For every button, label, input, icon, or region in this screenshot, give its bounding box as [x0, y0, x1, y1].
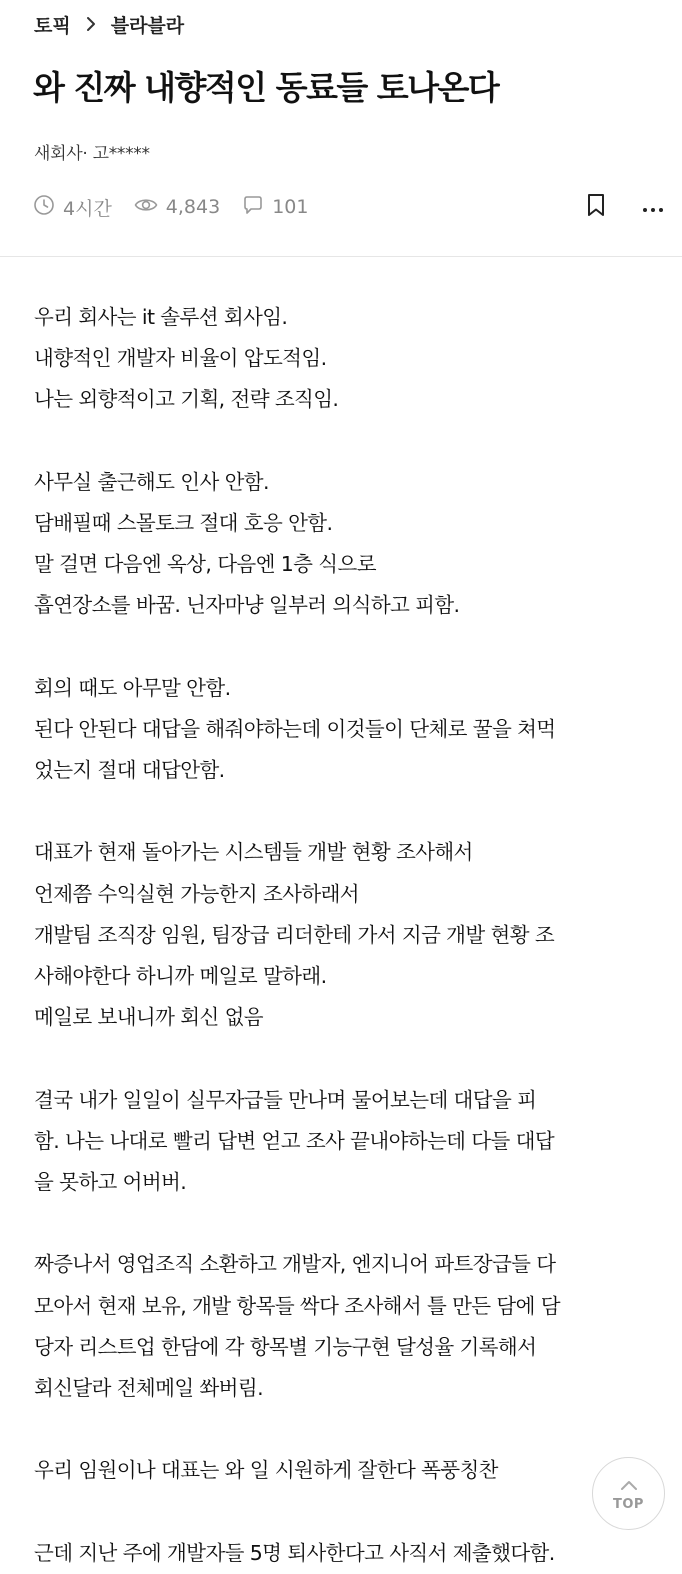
post-time [33, 194, 112, 221]
post-body-line: 사무실 출근해도 인사 안함. [34, 469, 269, 494]
post-body-blank-line [34, 791, 674, 832]
bookmark-button[interactable] [583, 193, 609, 221]
post-body-line: 모아서 현재 보유, 개발 항목들 싹다 조사해서 틀 만든 담에 담 [34, 1293, 560, 1318]
post-body-line: 대표가 현재 돌아가는 시스템들 개발 현황 조사해서 [34, 840, 473, 865]
post-body [34, 297, 674, 1574]
scroll-top-label: TOP [613, 1496, 644, 1512]
post-comments[interactable] [242, 194, 308, 221]
post-body-line: 당자 리스트업 한담에 각 항목별 기능구현 달성율 기록해서 [34, 1334, 537, 1359]
clock-icon [33, 194, 63, 221]
post-body-line: 내향적인 개발자 비율이 압도적임. [34, 346, 327, 371]
more-icon [642, 198, 664, 217]
post-body-line: 사해야한다 하니까 메일로 말하래. [34, 964, 327, 988]
post-title: 와 진짜 내향적인 동료들 토나온다 [33, 68, 499, 107]
post-body-line: 흡연장소를 바꿈. 닌자마냥 일부러 의식하고 피함. [34, 593, 460, 618]
post-body-line: 담배필때 스몰토크 절대 호응 안함. [34, 510, 333, 535]
post-body-line: 우리 회사는 it 솔루션 회사임. [34, 305, 288, 329]
post-body-line: 회신달라 전체메일 쏴버림. [34, 1375, 263, 1400]
comment-icon [242, 194, 272, 221]
post-body-line: 함. 나는 나대로 빨리 답변 얻고 조사 끝내야하는데 다들 대답 [34, 1128, 555, 1153]
post-body-line: 을 못하고 어버버. [34, 1169, 187, 1194]
eye-icon [134, 194, 166, 221]
post-meta [33, 192, 330, 222]
post-body-line: 개발팀 조직장 임원, 팀장급 리더한테 가서 지금 개발 현황 조 [34, 922, 555, 947]
post-body-line: 회의 때도 아무말 안함. [34, 675, 231, 700]
chevron-up-icon [619, 1476, 639, 1495]
bookmark-icon [586, 193, 606, 221]
breadcrumb [34, 9, 184, 39]
post-author: 새회사· 고***** [34, 144, 150, 164]
chevron-right-icon [71, 16, 111, 32]
post-body-line: 언제쯤 수익실현 가능한지 조사하래서 [34, 881, 359, 906]
post-body-line: 근데 지난 주에 개발자들 5명 퇴사한다고 사직서 제출했다함. [34, 1540, 555, 1565]
post-body-line: 짜증나서 영업조직 소환하고 개발자, 엔지니어 파트장급들 다 [34, 1252, 556, 1277]
breadcrumb-topic-link[interactable]: 토픽 [34, 14, 71, 37]
post-comments-value: 101 [272, 196, 309, 218]
scroll-top-button[interactable] [592, 1457, 665, 1530]
post-body-line: 결국 내가 일일이 실무자급들 만나며 물어보는데 대답을 피 [34, 1087, 537, 1112]
post-body-line: 었는지 절대 대답안함. [34, 758, 225, 783]
post-body-blank-line [34, 1203, 674, 1244]
post-views [134, 194, 220, 221]
post-body-blank-line [34, 421, 674, 462]
breadcrumb-board-link[interactable]: 블라블라 [110, 14, 185, 37]
post-body-blank-line [34, 1491, 674, 1532]
more-options-button[interactable] [638, 193, 668, 221]
post-body-line: 메일로 보내니까 회신 없음 [34, 1005, 263, 1030]
post-views-value: 4,843 [165, 196, 221, 218]
post-time-value: 4시간 [63, 197, 112, 220]
post-body-line: 된다 안된다 대답을 해줘야하는데 이것들이 단체로 꿀을 쳐먹 [34, 716, 556, 741]
post-body-blank-line [34, 627, 674, 668]
header-divider [0, 256, 682, 257]
post-body-line: 나는 외향적이고 기획, 전략 조직임. [34, 387, 339, 412]
post-body-line: 말 걸면 다음엔 옥상, 다음엔 1층 식으로 [34, 552, 376, 577]
post-body-blank-line [34, 1038, 674, 1079]
post-body-blank-line [34, 1409, 674, 1450]
post-body-line: 우리 임원이나 대표는 와 일 시원하게 잘한다 폭풍칭찬 [34, 1458, 498, 1483]
